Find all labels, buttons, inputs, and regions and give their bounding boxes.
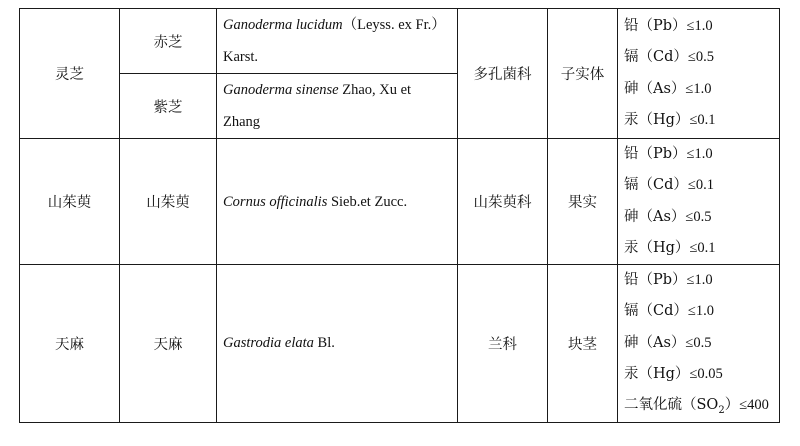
limit-item: 砷（As）≤1.0 (624, 80, 712, 97)
genus-cell: 山茱萸 (20, 139, 120, 265)
limits-cell (618, 139, 780, 265)
limit-item: 铅（Pb）≤1.0 (624, 17, 713, 34)
table-row (20, 9, 780, 74)
latin-author: Bl. (313, 335, 335, 352)
limit-item: 铅（Pb）≤1.0 (624, 146, 713, 162)
latin-name-cell (217, 9, 458, 74)
table-row (20, 139, 780, 265)
latin-author: （Leyss. ex Fr.） (342, 17, 446, 33)
species-name-cell: 山茱萸 (120, 139, 217, 265)
part-cell: 子实体 (548, 9, 618, 139)
latin-italic: Gastrodia elata (223, 335, 314, 352)
limits-cell (618, 265, 780, 422)
species-name-cell: 赤芝 (120, 9, 217, 74)
limit-item-so2: 二氧化硫$(SO_2)\le 400$ (624, 397, 769, 417)
species-name-cell: 天麻 (120, 265, 217, 422)
species-name-cell: 紫芝 (120, 74, 217, 139)
part-cell: 块茎 (548, 265, 618, 422)
latin-italic: Ganoderma sinense (223, 82, 339, 98)
family-cell: 山茱萸科 (458, 139, 548, 265)
latin-name-cell (217, 139, 458, 265)
limit-item: 汞（Hg）≤0.1 (624, 239, 716, 256)
limits-cell (618, 9, 780, 139)
latin-author: Zhao, Xu et (338, 82, 412, 98)
latin-author-cont: Karst. (223, 49, 259, 65)
latin-italic: Cornus officinalis (223, 193, 328, 210)
latin-italic: Ganoderma lucidum (223, 17, 343, 33)
table-row (20, 265, 780, 422)
part-cell: 果实 (548, 139, 618, 265)
latin-name-cell (217, 265, 458, 422)
family-cell: 多孔菌科 (458, 9, 548, 139)
limit-item: 汞（Hg）≤0.05 (624, 366, 723, 383)
limit-item: 铅（Pb）≤1.0 (624, 272, 713, 289)
limit-item: 镉（Cd）≤0.5 (624, 49, 714, 66)
latin-name-cell (217, 74, 458, 139)
latin-author-cont: Zhang (223, 114, 261, 130)
genus-cell: 天麻 (20, 265, 120, 422)
genus-cell: 灵芝 (20, 9, 120, 139)
limit-item: 砷（As）≤0.5 (624, 334, 712, 351)
limit-item: 汞（Hg）≤0.1 (624, 111, 716, 128)
limit-item: 砷（As）≤0.5 (624, 208, 712, 225)
family-cell: 兰科 (458, 265, 548, 422)
latin-author: Sieb.et Zucc. (327, 193, 408, 210)
herb-limits-table (19, 8, 780, 423)
limit-item: 镉（Cd）≤0.1 (624, 177, 714, 194)
limit-item: 镉（Cd）≤1.0 (624, 303, 714, 320)
